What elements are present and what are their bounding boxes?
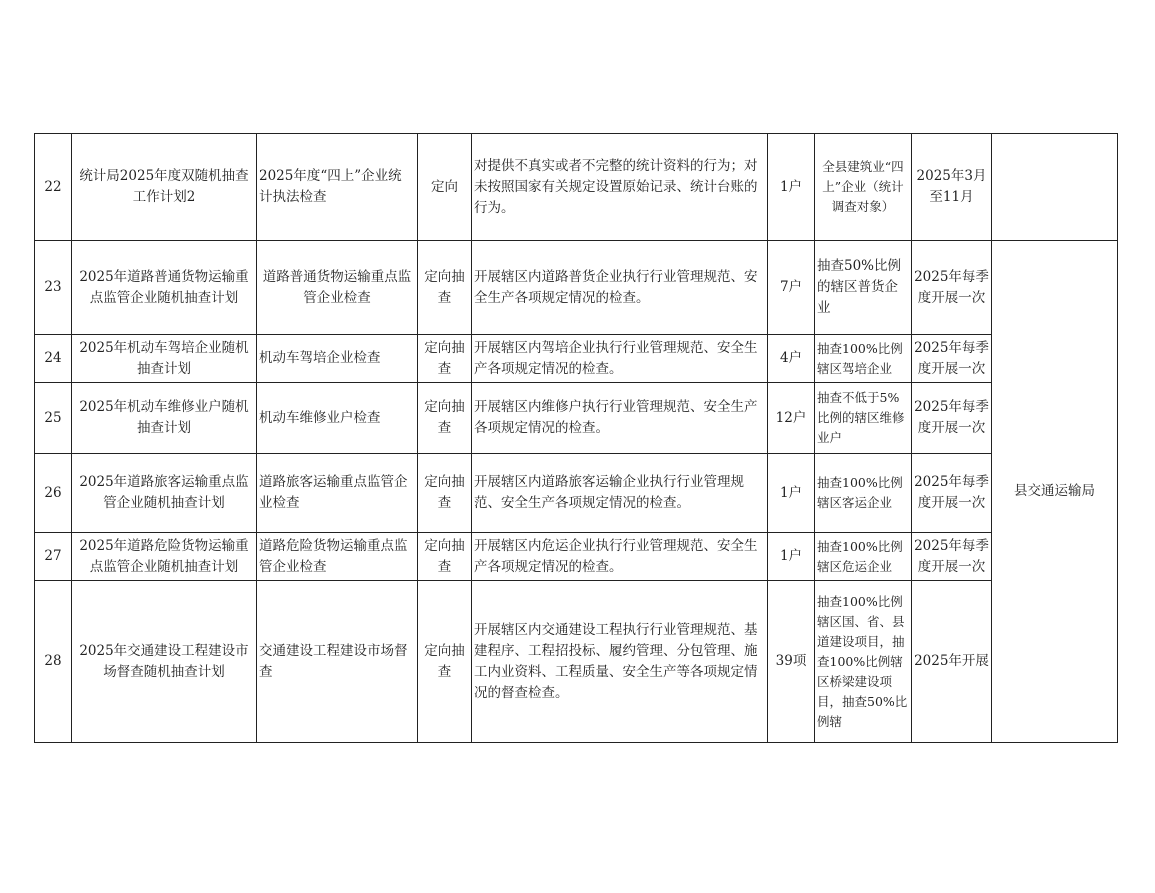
inspection-method: 定向抽查 (418, 335, 472, 383)
table-row (35, 241, 1118, 335)
inspection-count: 1户 (768, 533, 815, 581)
table-row (35, 454, 1118, 533)
inspection-object: 抽查100%比例辖区客运企业 (815, 454, 912, 533)
inspection-method: 定向抽查 (418, 454, 472, 533)
inspection-item: 道路旅客运输重点监管企业检查 (257, 454, 418, 533)
inspection-content: 开展辖区内危运企业执行行业管理规范、安全生产各项规定情况的检查。 (472, 533, 768, 581)
inspection-method: 定向抽查 (418, 533, 472, 581)
inspection-time: 2025年每季度开展一次 (912, 335, 992, 383)
inspection-time: 2025年开展 (912, 581, 992, 743)
inspection-count: 39项 (768, 581, 815, 743)
inspection-method: 定向抽查 (418, 581, 472, 743)
inspection-content: 开展辖区内道路旅客运输企业执行行业管理规范、安全生产各项规定情况的检查。 (472, 454, 768, 533)
row-number: 26 (35, 454, 72, 533)
inspection-time: 2025年每季度开展一次 (912, 454, 992, 533)
inspection-item: 机动车维修业户检查 (257, 383, 418, 454)
row-number: 27 (35, 533, 72, 581)
plan-name: 2025年机动车驾培企业随机抽查计划 (72, 335, 257, 383)
table-row (35, 335, 1118, 383)
plan-name: 2025年机动车维修业户随机抽查计划 (72, 383, 257, 454)
inspection-method: 定向抽查 (418, 241, 472, 335)
plan-name: 2025年道路旅客运输重点监管企业随机抽查计划 (72, 454, 257, 533)
table-row (35, 383, 1118, 454)
row-number: 28 (35, 581, 72, 743)
row-number: 22 (35, 134, 72, 241)
inspection-count: 4户 (768, 335, 815, 383)
plan-name: 2025年道路普通货物运输重点监管企业随机抽查计划 (72, 241, 257, 335)
inspection-object: 抽查不低于5%比例的辖区维修业户 (815, 383, 912, 454)
inspection-content: 对提供不真实或者不完整的统计资料的行为；对未按照国家有关规定设置原始记录、统计台账的行为。 (472, 134, 768, 241)
inspection-count: 1户 (768, 454, 815, 533)
inspection-count: 12户 (768, 383, 815, 454)
inspection-method: 定向抽查 (418, 383, 472, 454)
inspection-content: 开展辖区内交通建设工程执行行业管理规范、基建程序、工程招投标、履约管理、分包管理、施工内业资料、工程质量、安全生产等各项规定情况的督查检查。 (472, 581, 768, 743)
row-number: 24 (35, 335, 72, 383)
inspection-item: 道路普通货物运输重点监管企业检查 (257, 241, 418, 335)
inspection-item: 机动车驾培企业检查 (257, 335, 418, 383)
inspection-object: 抽查50%比例的辖区普货企业 (815, 241, 912, 335)
inspection-object: 抽查100%比例辖区驾培企业 (815, 335, 912, 383)
table-row (35, 134, 1118, 241)
inspection-count: 1户 (768, 134, 815, 241)
plan-name: 统计局2025年度双随机抽查工作计划2 (72, 134, 257, 241)
plan-name: 2025年道路危险货物运输重点监管企业随机抽查计划 (72, 533, 257, 581)
inspection-object: 抽查100%比例辖区危运企业 (815, 533, 912, 581)
plan-name: 2025年交通建设工程建设市场督查随机抽查计划 (72, 581, 257, 743)
inspection-plan-table (34, 133, 1118, 743)
inspection-time: 2025年每季度开展一次 (912, 383, 992, 454)
table-row (35, 581, 1118, 743)
inspection-time: 2025年每季度开展一次 (912, 241, 992, 335)
inspection-object: 全县建筑业“四上”企业（统计调查对象） (815, 134, 912, 241)
row-number: 23 (35, 241, 72, 335)
inspection-time: 2025年3月至11月 (912, 134, 992, 241)
inspection-object: 抽查100%比例辖区国、省、县道建设项目，抽查100%比例辖区桥梁建设项目，抽查50%比例辖 (815, 581, 912, 743)
inspection-content: 开展辖区内驾培企业执行行业管理规范、安全生产各项规定情况的检查。 (472, 335, 768, 383)
inspection-count: 7户 (768, 241, 815, 335)
inspection-method: 定向 (418, 134, 472, 241)
table-row (35, 533, 1118, 581)
responsible-department: 县交通运输局 (992, 241, 1118, 743)
row-number: 25 (35, 383, 72, 454)
inspection-item: 道路危险货物运输重点监管企业检查 (257, 533, 418, 581)
inspection-content: 开展辖区内维修户执行行业管理规范、安全生产各项规定情况的检查。 (472, 383, 768, 454)
inspection-time: 2025年每季度开展一次 (912, 533, 992, 581)
inspection-item: 2025年度“四上”企业统计执法检查 (257, 134, 418, 241)
inspection-content: 开展辖区内道路普货企业执行行业管理规范、安全生产各项规定情况的检查。 (472, 241, 768, 335)
inspection-item: 交通建设工程建设市场督查 (257, 581, 418, 743)
responsible-department (992, 134, 1118, 241)
